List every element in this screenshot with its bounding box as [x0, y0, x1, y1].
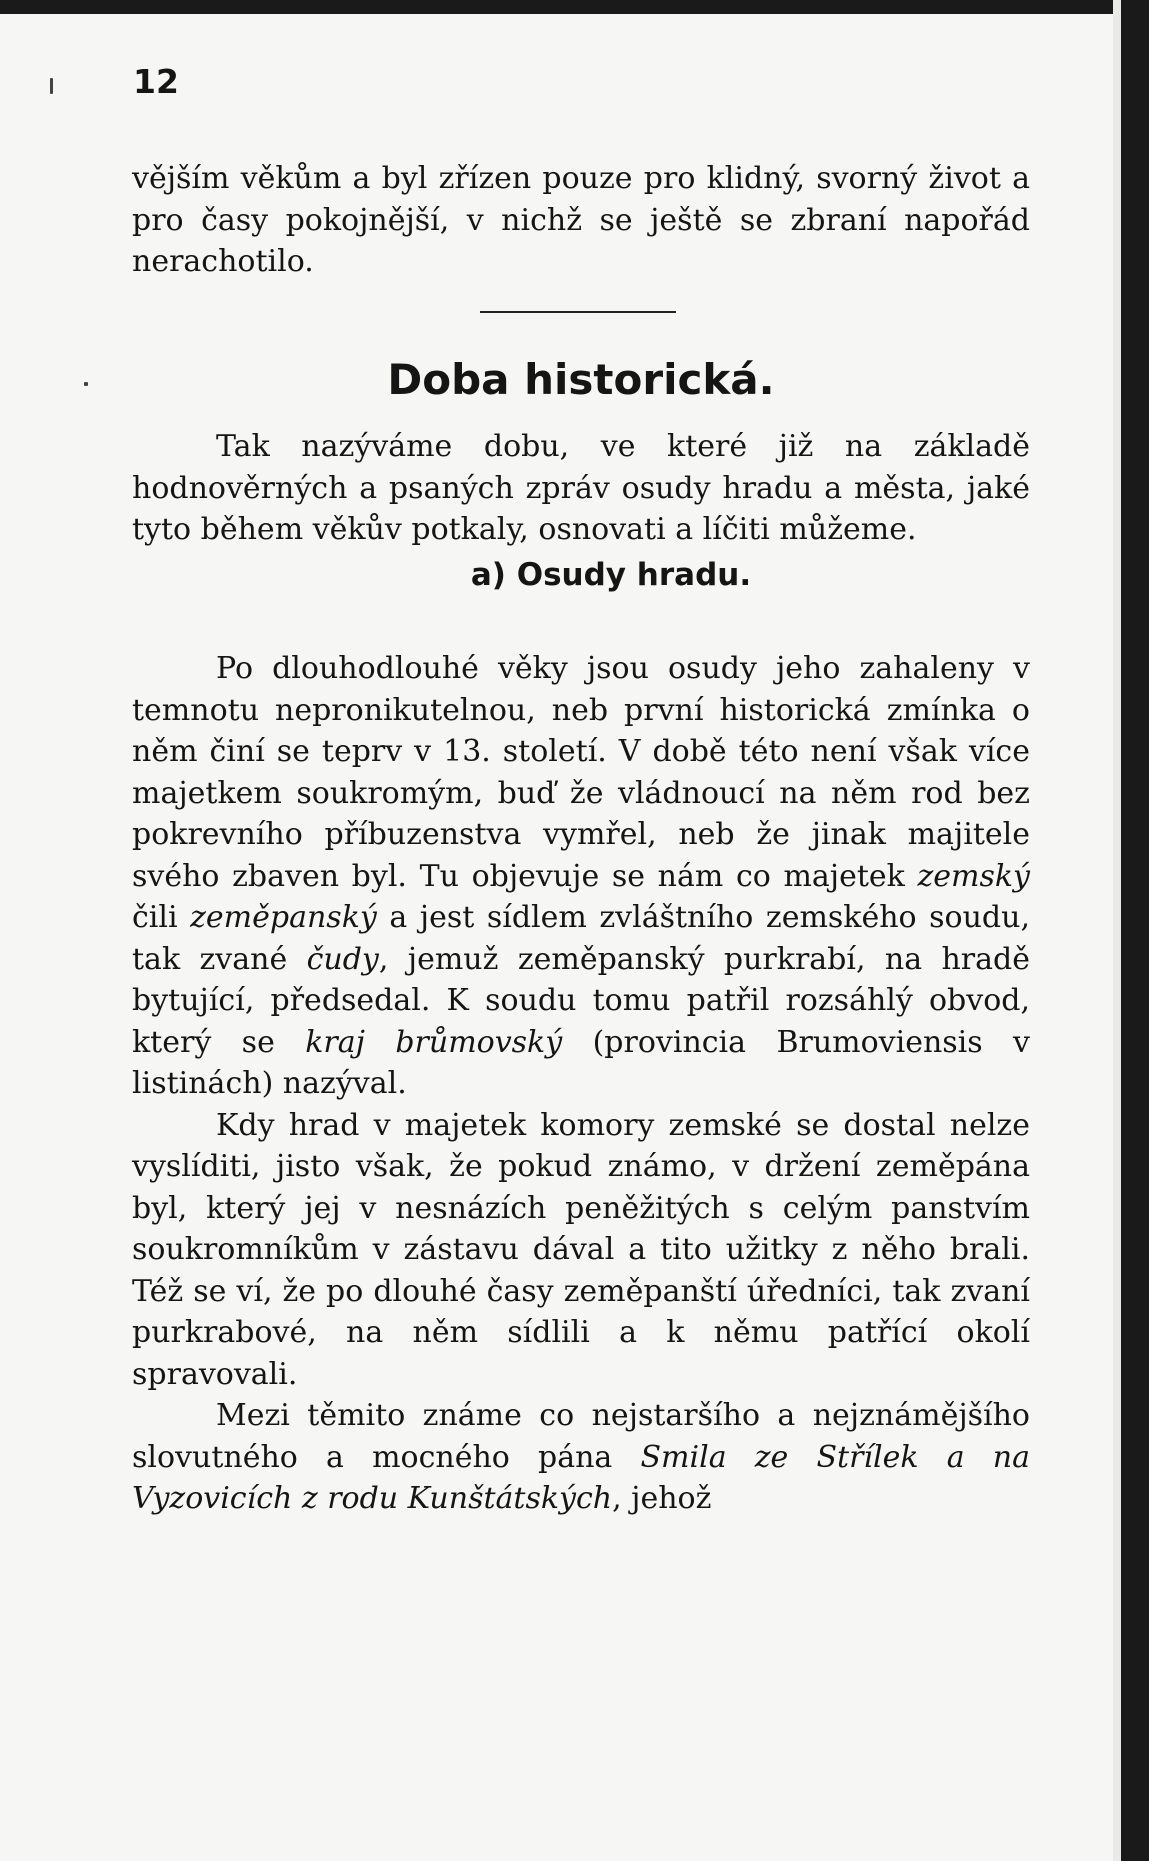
- scan-border-top: [0, 0, 1149, 14]
- section-intro-paragraph: Tak nazýváme dobu, ve které již na základě hodnověrných a psaných zpráv osudy hradu a města, jaké tyto během věkův potkaly, osnovati a líčiti můžeme.: [132, 429, 1030, 547]
- italic-term: kraj brůmovský: [305, 1024, 563, 1060]
- paragraph-text: Po dlouhodlouhé věky jsou osudy jeho zahaleny v temnotu nepronikutelnou, neb první historická zmínka o něm činí se teprv v 13. století. V době této není však více majetkem soukromým, buď že vládnoucí na něm rod bez pokrevního příbuzenstva vymřel, neb že jinak majitele svého zbaven byl. Tu objevuje se nám co majetek: [132, 651, 1030, 894]
- paragraph-text: čili: [132, 900, 191, 935]
- paragraph-text: (provincia Brumoviensis v listinách) nazýval.: [132, 1024, 1031, 1101]
- scan-border-right: [1121, 0, 1149, 1861]
- page-number: 12: [133, 62, 179, 101]
- italic-term: zemský: [917, 858, 1030, 894]
- paragraph-text: , jehož: [612, 1481, 712, 1516]
- scan-speck: [50, 78, 53, 94]
- paragraph-text: Mezi těmito známe co nejstaršího a nejznámějšího slovutného a mocného pána: [132, 1398, 1030, 1475]
- italic-term: zeměpanský: [190, 900, 377, 935]
- paragraph-komora-zemska: Kdy hrad v majetek komory zemské se dostal nelze vyslíditi, jisto však, že pokud známo, v držení zeměpána byl, který jej v nesnázích peněžitých s celým panstvím soukromníkům v zástavu dával a tito užitky z něho brali. Též se ví, že po dlouhé časy zeměpanští úředníci, tak zvaní purkrabové, na něm sídlili a k němu patřící okolí spravovali.: [132, 1107, 1030, 1392]
- subsection-heading: a) Osudy hradu.: [470, 556, 752, 593]
- section-heading: Doba historická.: [387, 355, 775, 404]
- opening-paragraph: vějším věkům a byl zřízen pouze pro klidný, svorný život a pro časy pokojnější, v nichž se ještě se zbraní napořád nerachotilo.: [132, 161, 1030, 279]
- section-separator: [480, 311, 676, 313]
- paragraph-smil: [132, 1395, 1030, 1520]
- italic-name: Smila ze Střílek a na Vyzovicích z rodu Kunštátských: [132, 1439, 1030, 1516]
- opening-text: [132, 158, 1030, 283]
- paragraph-osudy-hradu: [132, 648, 1030, 1105]
- italic-term: čudy: [306, 941, 379, 977]
- section-intro-block: [132, 426, 1030, 606]
- scan-gutter: [1113, 0, 1121, 1861]
- paragraph-text: , jemuž zeměpanský purkrabí, na hradě bytující, předsedal. K soudu tomu patřil rozsáhlý obvod, který se: [132, 941, 1030, 1060]
- main-text: [132, 648, 1030, 1520]
- scan-speck: [84, 382, 88, 386]
- paragraph-text: a jest sídlem zvláštního zemského soudu, tak zvané: [132, 900, 1030, 977]
